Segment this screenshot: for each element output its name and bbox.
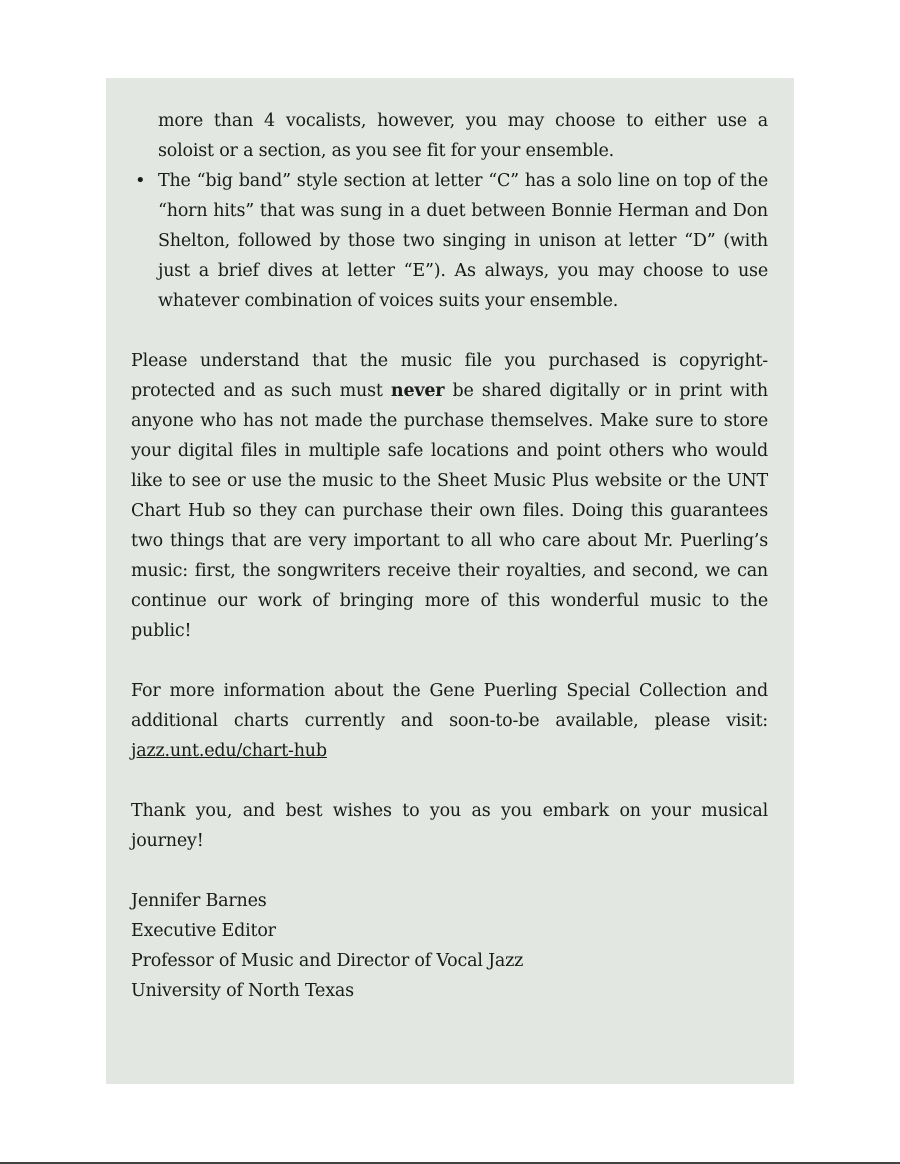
info-paragraph <box>131 676 768 766</box>
signature-position: Professor of Music and Director of Vocal Jazz <box>131 951 524 971</box>
notes-list <box>131 106 768 316</box>
list-item-continued: more than 4 vocalists, however, you may choose to either use a soloist or a section, as you see fit for your ensemble. <box>158 111 768 161</box>
copyright-paragraph <box>131 346 768 646</box>
copyright-text-end: be shared digitally or in print with anyone who has not made the purchase themselves. Make sure to store your digital files in multiple safe locations and point others who would like to see or use the music to the Sheet Music Plus website or the UNT Chart Hub so they can purchase their own files. Doing this guarantees two things that are very important to all who care about Mr. Puerling’s music: first, the songwriters receive their royalties, and second, we can continue our work of bringing more of this wonderful music to the public! <box>131 381 769 641</box>
list-item-big-band: • The “big band” style section at letter “C” has a solo line on top of the “horn hits” that was sung in a duet between Bonnie Herman and Don Shelton, followed by those two singing in unison at letter “D” (with just a brief dives at letter “E”). As always, you may choose to use whatever combination of voices suits your ensemble. <box>158 166 768 316</box>
spacer <box>131 856 768 886</box>
spacer <box>131 766 768 796</box>
signature-title: Executive Editor <box>131 921 276 941</box>
document-panel <box>106 78 794 1084</box>
document-body <box>131 106 768 1006</box>
spacer <box>131 646 768 676</box>
spacer <box>131 316 768 346</box>
info-text: For more information about the Gene Puerling Special Collection and additional charts currently and soon-to-be available, please visit: <box>131 681 768 731</box>
signature-institution: University of North Texas <box>131 981 354 1001</box>
signature-name: Jennifer Barnes <box>131 891 267 911</box>
chart-hub-link[interactable]: jazz.unt.edu/chart-hub <box>131 741 327 761</box>
copyright-emphasis: never <box>390 381 445 401</box>
signature-block <box>131 886 768 1006</box>
thanks-paragraph: Thank you, and best wishes to you as you embark on your musical journey! <box>131 801 768 851</box>
copyright-text-start: Please understand that the music file you purchased is copyright-protected and as such must <box>131 351 768 401</box>
